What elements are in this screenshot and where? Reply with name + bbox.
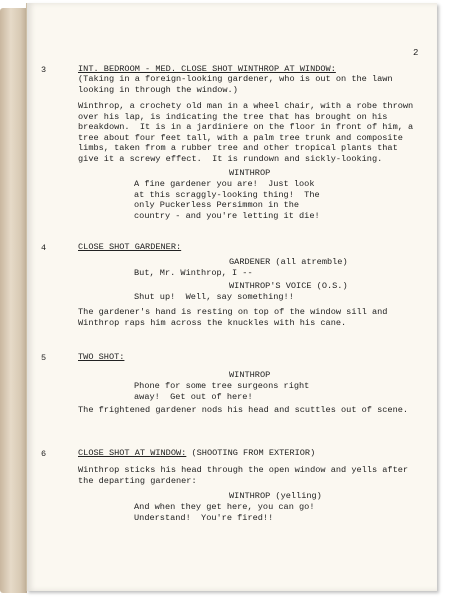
scene-heading-text: TWO SHOT: (78, 352, 125, 362)
scene-heading (78, 242, 423, 253)
action-text: The gardener's hand is resting on top of the window sill and Winthrop raps him across the knuckles with his cane. (78, 307, 393, 328)
action-text: Winthrop, a crochety old man in a wheel chair, with a robe thrown over his lap, is indicating the tree that has brought on his breakdown. It is in a jardiniere on the floor in front of him, a tree about four feet tall, with a palm tree trunk and composite limbs, taken from a rubber tree and other tropical plants that give it a screwy effect. It is rundown and sickly-looking. (78, 101, 419, 164)
page-number: 2 (413, 48, 419, 58)
scene-heading-suffix: (SHOOTING FROM EXTERIOR) (186, 448, 316, 458)
scene-number: 3 (41, 65, 47, 75)
character-name: WINTHROP (229, 370, 271, 380)
binder-cover-edge (0, 8, 27, 593)
script-page (26, 3, 437, 591)
scene-number: 6 (41, 449, 47, 459)
character-name: GARDENER (all atremble) (229, 257, 348, 267)
dialogue-text: And when they get here, you can go! Understand! You're fired!! (134, 502, 315, 523)
scene-heading (78, 448, 423, 459)
scene-heading-text: CLOSE SHOT GARDENER: (78, 242, 182, 252)
scene-parenthetical: (Taking in a foreign-looking gardener, who is out on the lawn looking in through the window.) (78, 74, 398, 95)
dialogue-text: Shut up! Well, say something!! (134, 292, 294, 302)
character-name: WINTHROP'S VOICE (O.S.) (229, 281, 348, 291)
dialogue-text: A fine gardener you are! Just look at this scraggly-looking thing! The only Puckerless Persimmon in the country - and you're letting it die! (134, 179, 320, 221)
dialogue-text: Phone for some tree surgeons right away! Get out of here! (134, 381, 310, 402)
scene-heading-text: CLOSE SHOT AT WINDOW: (78, 448, 187, 458)
character-name: WINTHROP (yelling) (229, 491, 322, 501)
scene-number: 4 (41, 243, 47, 253)
character-name: WINTHROP (229, 168, 271, 178)
action-text: Winthrop sticks his head through the open window and yells after the departing gardener: (78, 465, 414, 486)
scene-heading-text: INT. BEDROOM - MED. CLOSE SHOT WINTHROP AT WINDOW: (78, 64, 336, 74)
scene-heading (78, 64, 423, 75)
scene-heading (78, 352, 423, 363)
scene-number: 5 (41, 353, 47, 363)
dialogue-text: But, Mr. Winthrop, I -- (134, 268, 253, 278)
action-text: The frightened gardener nods his head and scuttles out of scene. (78, 405, 409, 415)
